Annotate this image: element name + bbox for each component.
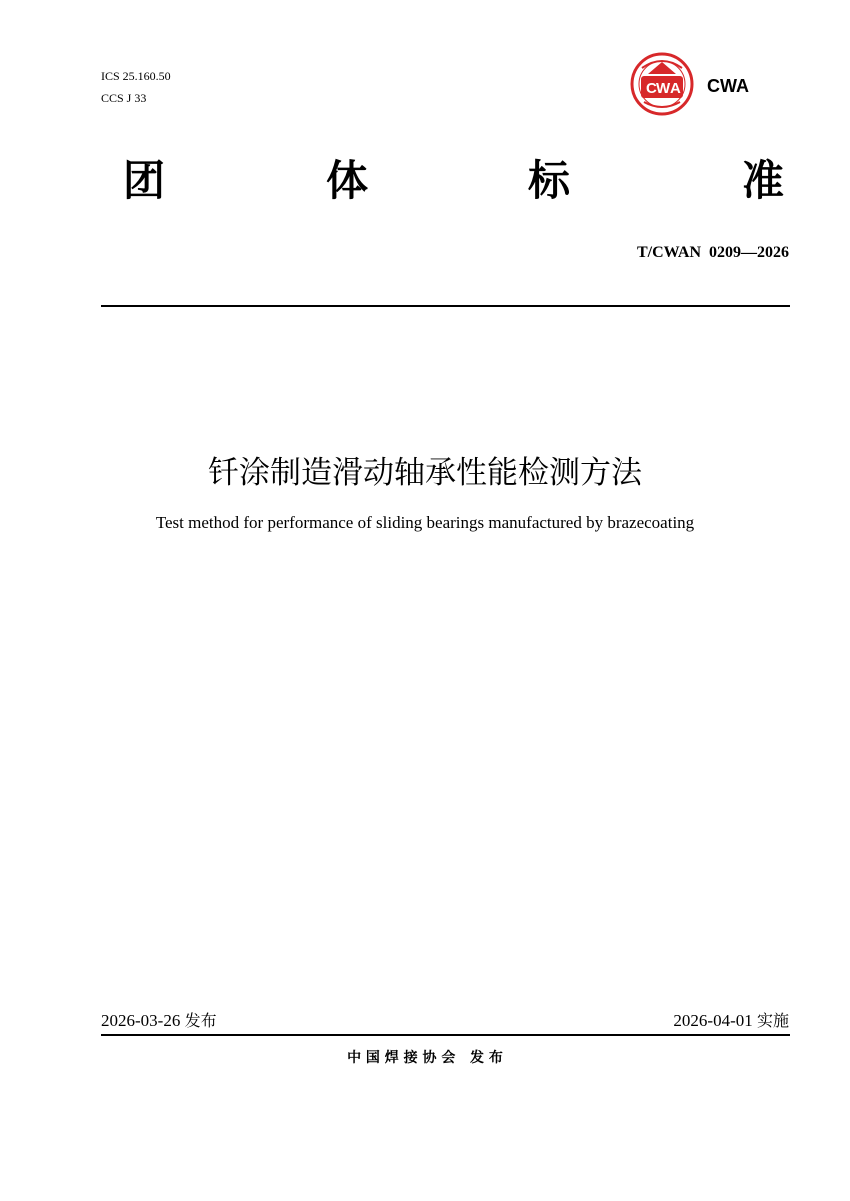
implement-label: 实施 [756, 1011, 789, 1030]
publisher: 中 国 焊 接 协 会 发 布 [347, 1050, 503, 1066]
doc-type-char: 体 [326, 156, 369, 205]
publish-label: 发布 [184, 1011, 217, 1030]
svg-text:A: A [670, 80, 681, 97]
header-divider [101, 305, 790, 307]
document-title-cn: 钎涂制造滑动轴承性能检测方法 [208, 455, 642, 491]
ics-code: ICS 25.160.50 [101, 69, 171, 83]
publish-date: 2026-03-26 [101, 1011, 181, 1030]
implement-date-line [673, 1010, 789, 1032]
svg-text:C: C [646, 80, 657, 97]
cwa-emblem-icon [628, 52, 698, 116]
standard-number: T/CWAN 0209—2026 [636, 244, 789, 261]
doc-type-char: 标 [528, 156, 571, 205]
ccs-code: CCS J 33 [101, 91, 147, 105]
cwa-logo-text: CWA [707, 76, 749, 96]
svg-text:W: W [656, 80, 671, 97]
classification-codes [101, 65, 171, 109]
document-title-en: Test method for performance of sliding bearings manufactured by brazecoating [155, 513, 695, 532]
implement-date: 2026-04-01 [673, 1011, 753, 1030]
doc-type-char: 团 [123, 156, 166, 205]
footer-divider [101, 1034, 790, 1036]
doc-type-char: 准 [742, 156, 785, 205]
publish-date-line [101, 1010, 217, 1032]
